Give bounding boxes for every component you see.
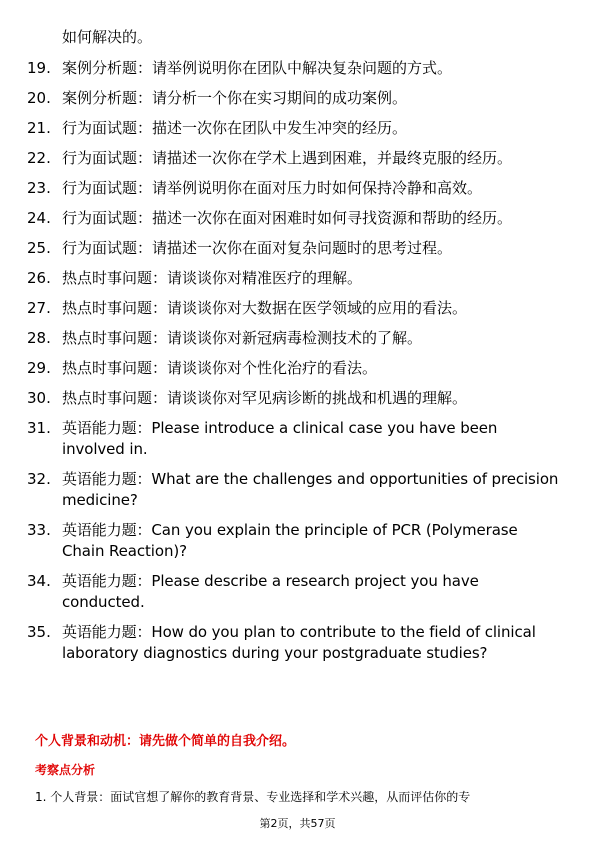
list-item: [0, 208, 595, 229]
item-number: 21.: [27, 119, 51, 137]
item-number: 23.: [27, 179, 51, 197]
question-list: [0, 58, 595, 673]
list-item: [0, 58, 595, 79]
item-number: 28.: [27, 329, 51, 347]
item-text: 热点时事问题：请谈谈你对大数据在医学领域的应用的看法。: [62, 299, 468, 317]
item-number: 34.: [27, 572, 51, 590]
item-number: 19.: [27, 59, 51, 77]
list-item: [0, 148, 595, 169]
item-number: 26.: [27, 269, 51, 287]
item-number: 35.: [27, 623, 51, 641]
list-item: [0, 469, 595, 511]
item-number: 20.: [27, 89, 51, 107]
item-number: 30.: [27, 389, 51, 407]
list-item: [0, 268, 595, 289]
item-text: 热点时事问题：请谈谈你对罕见病诊断的挑战和机遇的理解。: [62, 389, 468, 407]
item-number: 33.: [27, 521, 51, 539]
item-number: 27.: [27, 299, 51, 317]
list-item: [0, 388, 595, 409]
item-number: 32.: [27, 470, 51, 488]
item-text: 英语能力题：How do you plan to contribute to the field of clinical laboratory diagnostics during your postgraduate studies?: [62, 623, 536, 662]
page-footer: 第2页，共57页: [259, 817, 336, 830]
list-item: [0, 88, 595, 109]
list-item: [0, 418, 595, 460]
item-number: 24.: [27, 209, 51, 227]
item-text: 案例分析题：请举例说明你在团队中解决复杂问题的方式。: [62, 59, 453, 77]
analysis-text: 1. 个人背景：面试官想了解你的教育背景、专业选择和学术兴趣，从而评估你的专: [35, 790, 471, 804]
item-number: 31.: [27, 419, 51, 437]
item-number: 22.: [27, 149, 51, 167]
item-number: 25.: [27, 239, 51, 257]
item-text: 英语能力题：Please introduce a clinical case you have been involved in.: [62, 419, 498, 458]
list-item: [0, 358, 595, 379]
section-heading: 个人背景和动机：请先做个简单的自我介绍。: [35, 734, 296, 749]
list-item: [0, 298, 595, 319]
list-item: [0, 571, 595, 613]
item-text: 行为面试题：描述一次你在团队中发生冲突的经历。: [62, 119, 408, 137]
item-text: 英语能力题：What are the challenges and opportunities of precision medicine?: [62, 470, 559, 509]
item-text: 行为面试题：描述一次你在面对困难时如何寻找资源和帮助的经历。: [62, 209, 513, 227]
item-text: 行为面试题：请举例说明你在面对压力时如何保持冷静和高效。: [62, 179, 483, 197]
item-number: 29.: [27, 359, 51, 377]
continuation-text: 如何解决的。: [62, 28, 153, 46]
list-item: [0, 178, 595, 199]
list-item: [0, 328, 595, 349]
list-item: [0, 238, 595, 259]
item-text: 热点时事问题：请谈谈你对精准医疗的理解。: [62, 269, 363, 287]
list-item: [0, 118, 595, 139]
item-text: 英语能力题：Can you explain the principle of PCR (Polymerase Chain Reaction)?: [62, 521, 518, 560]
list-item: [0, 622, 595, 664]
sub-heading: 考察点分析: [35, 763, 96, 777]
item-text: 案例分析题：请分析一个你在实习期间的成功案例。: [62, 89, 408, 107]
item-text: 行为面试题：请描述一次你在学术上遇到困难，并最终克服的经历。: [62, 149, 513, 167]
item-text: 英语能力题：Please describe a research project you have conducted.: [62, 572, 479, 611]
item-text: 热点时事问题：请谈谈你对个性化治疗的看法。: [62, 359, 378, 377]
item-text: 行为面试题：请描述一次你在面对复杂问题时的思考过程。: [62, 239, 453, 257]
item-text: 热点时事问题：请谈谈你对新冠病毒检测技术的了解。: [62, 329, 423, 347]
list-item: [0, 520, 595, 562]
